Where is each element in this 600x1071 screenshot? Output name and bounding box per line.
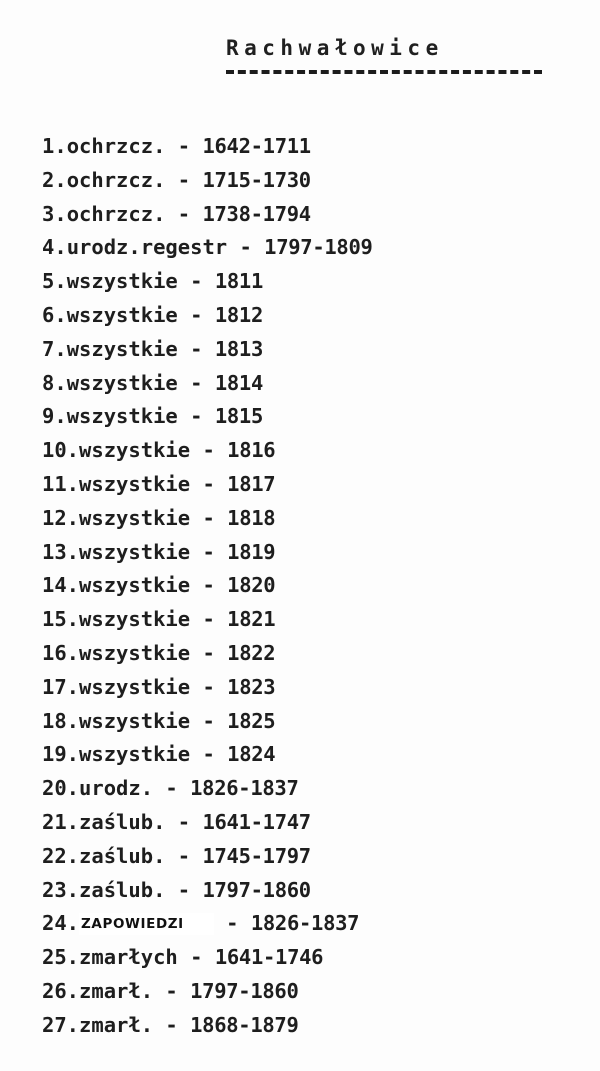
list-item: [42, 772, 373, 806]
list-item: [42, 806, 373, 840]
entry-years: 1738-1794: [202, 201, 311, 226]
list-item: [42, 907, 373, 941]
entry-years: 1816: [227, 438, 276, 463]
entry-number: 10.: [42, 438, 80, 463]
entry-separator: -: [165, 809, 203, 834]
entry-number: 25.: [42, 945, 80, 970]
entry-label: wszystkie: [79, 471, 191, 496]
list-item: [42, 569, 373, 603]
entry-label: zaślub.: [79, 809, 166, 834]
entry-separator: -: [165, 843, 203, 868]
entry-number: 15.: [42, 607, 80, 632]
entry-label: wszystkie: [79, 505, 191, 530]
entry-years: 1821: [227, 607, 276, 632]
entry-years: 1825: [227, 708, 276, 733]
entry-separator: -: [165, 134, 203, 158]
entry-number: 8.: [42, 370, 67, 395]
entry-years: 1822: [227, 640, 276, 665]
entry-separator: -: [177, 370, 215, 395]
list-item: [42, 603, 373, 637]
entry-label: wszystkie: [66, 370, 178, 395]
entry-number: 2.: [42, 167, 67, 192]
list-item: [42, 164, 373, 198]
entry-separator: -: [190, 607, 228, 632]
list-item: [42, 468, 373, 502]
entry-separator: -: [177, 336, 215, 361]
title-underline: [226, 70, 542, 74]
entry-number: 1.: [42, 134, 67, 158]
entry-number: 20.: [42, 776, 80, 801]
entry-number: 6.: [42, 302, 67, 327]
list-item: [42, 231, 373, 265]
entry-years: 1797-1809: [264, 235, 373, 260]
register-list: [42, 130, 373, 1043]
entry-separator: -: [213, 911, 251, 936]
entry-number: 27.: [42, 1012, 80, 1037]
entry-label: wszystkie: [79, 438, 191, 463]
entry-separator: -: [153, 776, 191, 801]
entry-number: 13.: [42, 539, 80, 564]
list-item: [42, 705, 373, 739]
entry-label: zmarł.: [79, 1012, 154, 1037]
entry-label: wszystkie: [66, 269, 178, 294]
entry-years: 1815: [214, 404, 263, 429]
entry-separator: -: [177, 302, 215, 327]
entry-label: wszystkie: [79, 640, 191, 665]
list-item: [42, 840, 373, 874]
entry-years: 1641-1747: [202, 809, 311, 834]
entry-separator: -: [165, 167, 203, 192]
entry-number: 3.: [42, 201, 67, 226]
entry-separator: -: [153, 978, 191, 1003]
list-item: [42, 874, 373, 908]
entry-years: 1814: [214, 370, 263, 395]
list-item: [42, 198, 373, 232]
entry-separator: -: [190, 505, 228, 530]
list-item: [42, 400, 373, 434]
entry-separator: -: [190, 573, 228, 598]
entry-number: 26.: [42, 978, 80, 1003]
entry-number: 7.: [42, 336, 67, 361]
entry-number: 9.: [42, 404, 67, 429]
entry-separator: -: [153, 1012, 191, 1037]
entry-separator: -: [190, 471, 228, 496]
entry-label: ochrzcz.: [66, 201, 166, 226]
entry-separator: -: [165, 201, 203, 226]
entry-number: 17.: [42, 674, 80, 699]
entry-label: wszystkie: [66, 336, 178, 361]
entry-years: 1642-1711: [202, 134, 311, 158]
entry-label: wszystkie: [79, 539, 191, 564]
entry-years: 1797-1860: [190, 978, 299, 1003]
entry-number: 24.: [42, 911, 80, 936]
list-item: [42, 941, 373, 975]
entry-separator: -: [190, 539, 228, 564]
entry-years: 1817: [227, 471, 276, 496]
entry-label: wszystkie: [66, 302, 178, 327]
entry-years: 1826-1837: [190, 776, 299, 801]
entry-label: ochrzcz.: [66, 167, 166, 192]
list-item: [42, 738, 373, 772]
entry-number: 11.: [42, 471, 80, 496]
list-item: [42, 637, 373, 671]
entry-number: 22.: [42, 843, 80, 868]
entry-years: 1823: [227, 674, 276, 699]
entry-years: 1819: [227, 539, 276, 564]
entry-label: urodz.: [79, 776, 154, 801]
entry-number: 18.: [42, 708, 80, 733]
entry-years: 1868-1879: [190, 1012, 299, 1037]
list-item: [42, 367, 373, 401]
entry-years: 1818: [227, 505, 276, 530]
entry-separator: -: [177, 404, 215, 429]
entry-separator: -: [165, 877, 203, 902]
list-item: [42, 130, 373, 164]
entry-number: 23.: [42, 877, 80, 902]
entry-years: 1641-1746: [214, 945, 324, 970]
entry-years: 1824: [227, 742, 276, 767]
entry-years: 1813: [214, 336, 263, 361]
list-item: [42, 671, 373, 705]
list-item: [42, 434, 373, 468]
list-item: [42, 975, 373, 1009]
entry-separator: -: [190, 742, 228, 767]
entry-number: 16.: [42, 640, 80, 665]
entry-years: 1820: [227, 573, 276, 598]
entry-label: urodz.regestr: [66, 235, 228, 260]
entry-separator: -: [227, 235, 265, 260]
list-item: [42, 502, 373, 536]
entry-label: wszystkie: [79, 742, 191, 767]
entry-number: 14.: [42, 573, 80, 598]
entry-label: wszystkie: [79, 674, 191, 699]
entry-years: 1715-1730: [202, 167, 311, 192]
entry-label: zmarłych: [79, 945, 178, 970]
entry-separator: -: [177, 945, 215, 970]
entry-years: 1745-1797: [202, 843, 311, 868]
entry-label: wszystkie: [79, 708, 191, 733]
entry-number: 12.: [42, 505, 80, 530]
entry-label: wszystkie: [66, 404, 178, 429]
stamped-label: ZAPOWIEDZI: [79, 913, 214, 935]
entry-years: 1811: [214, 269, 263, 294]
entry-separator: -: [190, 708, 228, 733]
list-item: [42, 1009, 373, 1043]
entry-years: 1826-1837: [250, 911, 360, 936]
entry-years: 1812: [214, 302, 263, 327]
list-item: [42, 265, 373, 299]
entry-separator: -: [190, 640, 228, 665]
entry-label: zaślub.: [79, 877, 166, 902]
entry-separator: -: [190, 674, 228, 699]
entry-label: zmarł.: [79, 978, 154, 1003]
entry-number: 4.: [42, 235, 67, 260]
entry-separator: -: [190, 438, 228, 463]
entry-number: 5.: [42, 269, 67, 294]
entry-years: 1797-1860: [202, 877, 311, 902]
entry-label: zaślub.: [79, 843, 166, 868]
entry-number: 19.: [42, 742, 80, 767]
entry-number: 21.: [42, 809, 80, 834]
entry-label: wszystkie: [79, 573, 191, 598]
entry-separator: -: [177, 269, 215, 294]
list-item: [42, 299, 373, 333]
list-item: [42, 333, 373, 367]
list-item: [42, 536, 373, 570]
entry-label: ochrzcz.: [66, 134, 166, 158]
document-title: Rachwałowice: [226, 36, 444, 60]
entry-label: wszystkie: [79, 607, 191, 632]
